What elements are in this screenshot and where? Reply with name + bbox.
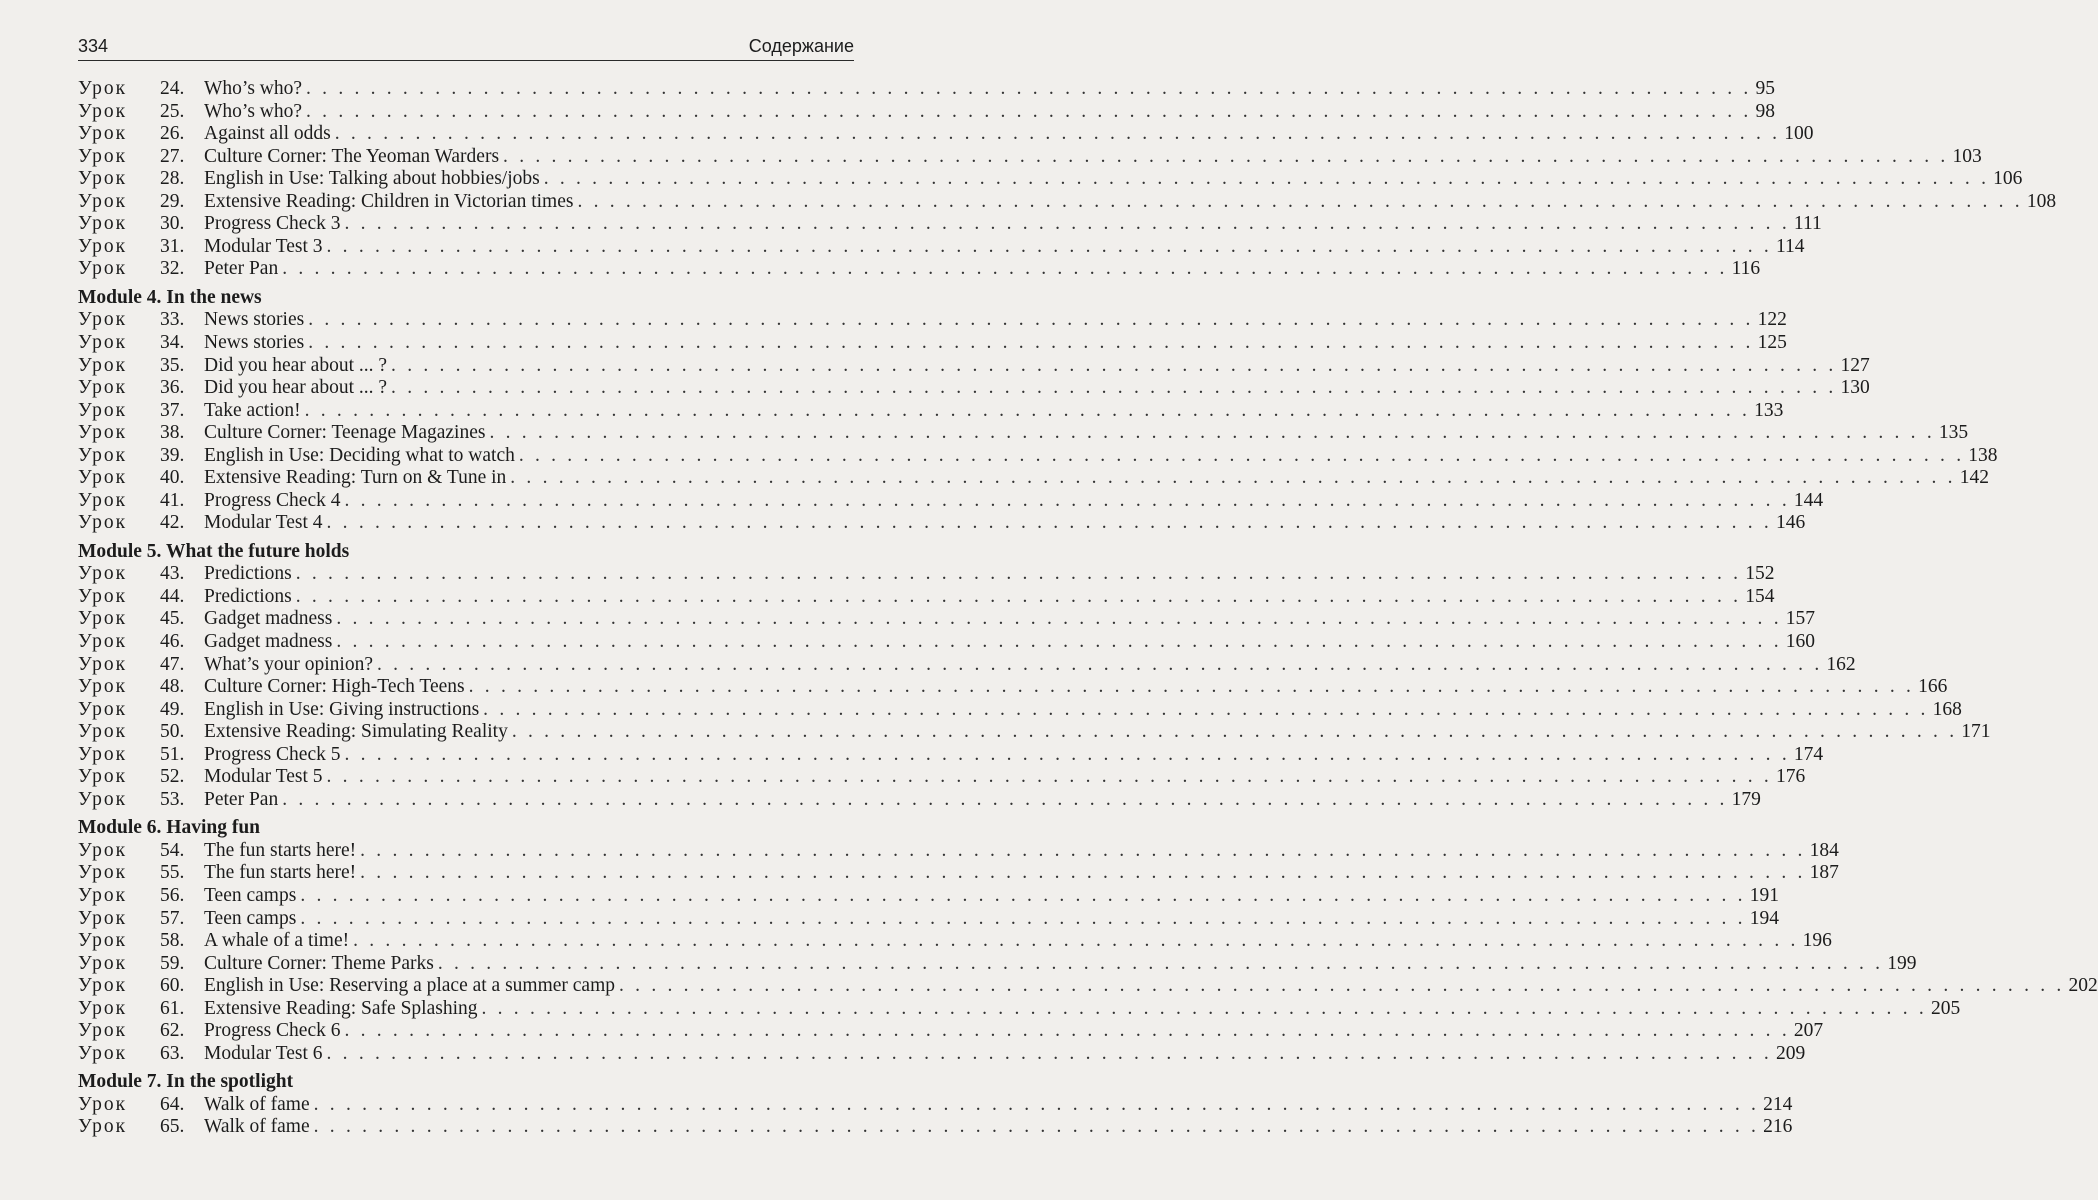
- lesson-title: Teen camps: [204, 907, 297, 929]
- lesson-label: Урок: [78, 743, 128, 765]
- page-ref: 171: [1961, 721, 1991, 743]
- dot-leader: . . . . . . . . . . . . . . . . . . . . . . . . . . . . . . . . . . . . . . . . . . . . . . . . . . . . . . . . . . . . . . . . . . . . . . . . . . . . . . . . . . . . . . . . . .: [295, 585, 1742, 607]
- lesson-label: Урок: [78, 1116, 128, 1138]
- lesson-label: Урок: [78, 631, 128, 653]
- lesson-title: Who’s who?: [204, 78, 303, 99]
- lesson-number: 28.: [160, 168, 185, 190]
- lesson-number: 49.: [160, 698, 185, 720]
- toc-entry: [78, 467, 1989, 490]
- toc-entry: [78, 907, 1779, 931]
- module-heading: Module 6. Having fun: [78, 817, 261, 839]
- lesson-title: English in Use: Deciding what to watch: [204, 444, 515, 466]
- lesson-label: Урок: [78, 839, 128, 861]
- lesson-number: 36.: [160, 377, 185, 399]
- page-ref: 138: [1968, 444, 1998, 466]
- lesson-label: Урок: [78, 377, 128, 399]
- page-ref: 187: [1809, 862, 1839, 884]
- lesson-number: 46.: [160, 631, 185, 653]
- lesson-number: 57.: [160, 907, 185, 929]
- toc-entry: [78, 766, 1806, 789]
- lesson-title: Did you hear about ... ?: [204, 377, 388, 399]
- lesson-number: 39.: [160, 444, 185, 466]
- lesson-number: 44.: [160, 585, 185, 607]
- lesson-number: 38.: [160, 422, 185, 444]
- dot-leader: . . . . . . . . . . . . . . . . . . . . . . . . . . . . . . . . . . . . . . . . . . . . . . . . . . . . . . . . . . . . . . . . . . . . . . . . . . . . . . . . . . . . . . . . . .: [344, 1020, 1790, 1042]
- lesson-title: English in Use: Giving instructions: [204, 698, 480, 720]
- page-ref: 103: [1952, 145, 1982, 167]
- page-ref: 160: [1785, 631, 1816, 653]
- lesson-number: 30.: [160, 213, 185, 235]
- lesson-number: 37.: [160, 399, 185, 421]
- page-ref: 114: [1775, 235, 1805, 257]
- dot-leader: . . . . . . . . . . . . . . . . . . . . . . . . . . . . . . . . . . . . . . . . . . . . . . . . . . . . . . . . . . . . . . . . . . . . . . . . . . . . . . . . . . . . . . . . . .: [336, 608, 1782, 630]
- lesson-title: The fun starts here!: [204, 839, 357, 861]
- lesson-title: Peter Pan: [204, 258, 279, 280]
- dot-leader: . . . . . . . . . . . . . . . . . . . . . . . . . . . . . . . . . . . . . . . . . . . . . . . . . . . . . . . . . . . . . . . . . . . . . . . . . . . . . . . . . . . . . . . . . .: [326, 1042, 1772, 1064]
- dot-leader: . . . . . . . . . . . . . . . . . . . . . . . . . . . . . . . . . . . . . . . . . . . . . . . . . . . . . . . . . . . . . . . . . . . . . . . . . . . . . . . . . . . . . . . . . .: [308, 309, 1754, 331]
- lesson-number: 55.: [160, 862, 185, 884]
- running-title: Содержание: [748, 36, 854, 56]
- lesson-number: 31.: [160, 235, 185, 257]
- page-ref: 174: [1793, 743, 1824, 765]
- lesson-title: English in Use: Reserving a place at a summer camp: [204, 975, 616, 997]
- lesson-number: 50.: [160, 721, 185, 743]
- toc-entry: [78, 839, 1839, 863]
- lesson-number: 27.: [160, 145, 185, 167]
- toc-entry: [78, 354, 1870, 378]
- lesson-number: 32.: [160, 258, 185, 280]
- lesson-title: Culture Corner: Teenage Magazines: [204, 422, 486, 444]
- page-ref: 157: [1785, 608, 1816, 630]
- module-heading: Module 5. What the future holds: [78, 540, 350, 562]
- lesson-title: Extensive Reading: Safe Splashing: [204, 997, 478, 1019]
- lesson-number: 47.: [160, 653, 185, 675]
- lesson-label: Урок: [78, 788, 128, 810]
- dot-leader: . . . . . . . . . . . . . . . . . . . . . . . . . . . . . . . . . . . . . . . . . . . . . . . . . . . . . . . . . . . . . . . . . . . . . . . . . . . . . . . . . . . . . . . . . .: [344, 213, 1790, 235]
- lesson-title: Culture Corner: Theme Parks: [204, 952, 434, 974]
- toc-entry: [78, 444, 1998, 468]
- lesson-title: Extensive Reading: Turn on & Tune in: [204, 467, 507, 489]
- page-ref: 135: [1938, 422, 1969, 444]
- lesson-label: Урок: [78, 145, 128, 167]
- dot-leader: . . . . . . . . . . . . . . . . . . . . . . . . . . . . . . . . . . . . . . . . . . . . . . . . . . . . . . . . . . . . . . . . . . . . . . . . . . . . . . . . . . . . . . . . . .: [518, 444, 1965, 466]
- lesson-label: Урок: [78, 213, 128, 235]
- lesson-label: Урок: [78, 190, 128, 212]
- dot-leader: . . . . . . . . . . . . . . . . . . . . . . . . . . . . . . . . . . . . . . . . . . . . . . . . . . . . . . . . . . . . . . . . . . . . . . . . . . . . . . . . . . . . . . . . . .: [326, 766, 1772, 788]
- dot-leader: . . . . . . . . . . . . . . . . . . . . . . . . . . . . . . . . . . . . . . . . . . . . . . . . . . . . . . . . . . . . . . . . . . . . . . . . . . . . . . . . . . . . . . . . . .: [543, 168, 1990, 190]
- toc-entry: [78, 952, 1917, 976]
- dot-leader: . . . . . . . . . . . . . . . . . . . . . . . . . . . . . . . . . . . . . . . . . . . . . . . . . . . . . . . . . . . . . . . . . . . . . . . . . . . . . . . . . . . . . . . . . .: [437, 952, 1884, 974]
- dot-leader: . . . . . . . . . . . . . . . . . . . . . . . . . . . . . . . . . . . . . . . . . . . . . . . . . . . . . . . . . . . . . . . . . . . . . . . . . . . . . . . . . . . . . . . . . .: [313, 1116, 1760, 1138]
- lesson-label: Урок: [78, 676, 128, 698]
- lesson-title: Predictions: [204, 585, 292, 607]
- toc-entry: [78, 258, 1761, 281]
- dot-leader: . . . . . . . . . . . . . . . . . . . . . . . . . . . . . . . . . . . . . . . . . . . . . . . . . . . . . . . . . . . . . . . . . . . . . . . . . . . . . . . . . . . . . . . . . .: [483, 698, 1929, 720]
- page-ref: 209: [1775, 1042, 1806, 1064]
- lesson-label: Урок: [78, 721, 128, 743]
- dot-leader: . . . . . . . . . . . . . . . . . . . . . . . . . . . . . . . . . . . . . . . . . . . . . . . . . . . . . . . . . . . . . . . . . . . . . . . . . . . . . . . . . . . . . . . . . .: [282, 788, 1728, 810]
- page-ref: 214: [1763, 1093, 1793, 1115]
- page-ref: 111: [1793, 213, 1822, 235]
- lesson-label: Урок: [78, 907, 128, 929]
- lesson-title: Peter Pan: [204, 788, 279, 810]
- toc-entry: [78, 331, 1787, 355]
- lesson-title: Culture Corner: The Yeoman Warders: [204, 145, 500, 167]
- toc-entry: [78, 399, 1784, 423]
- toc-entry: [78, 213, 1822, 236]
- dot-leader: . . . . . . . . . . . . . . . . . . . . . . . . . . . . . . . . . . . . . . . . . . . . . . . . . . . . . . . . . . . . . . . . . . . . . . . . . . . . . . . . . . . . . . . . . .: [306, 78, 1752, 99]
- lesson-number: 41.: [160, 489, 185, 511]
- page-ref: 144: [1793, 489, 1824, 511]
- lesson-title: Progress Check 6: [204, 1020, 341, 1042]
- toc-entry: [78, 145, 1982, 169]
- dot-leader: . . . . . . . . . . . . . . . . . . . . . . . . . . . . . . . . . . . . . . . . . . . . . . . . . . . . . . . . . . . . . . . . . . . . . . . . . . . . . . . . . . . . . . . . . .: [510, 467, 1956, 489]
- lesson-title: Take action!: [204, 399, 301, 421]
- lesson-label: Урок: [78, 653, 128, 675]
- toc-entry: [78, 100, 1775, 124]
- lesson-title: What’s your opinion?: [204, 653, 373, 675]
- lesson-title: Modular Test 3: [204, 235, 323, 257]
- page-ref: 106: [1993, 168, 2023, 190]
- lesson-number: 61.: [160, 997, 185, 1019]
- lesson-label: Урок: [78, 168, 128, 190]
- toc-entry: [78, 885, 1779, 908]
- toc-entry: [78, 78, 1775, 101]
- page-ref: 116: [1731, 258, 1761, 280]
- toc-entry: [78, 1116, 1793, 1139]
- toc-entry: [78, 377, 1870, 400]
- lesson-title: Gadget madness: [204, 631, 333, 653]
- page-ref: 216: [1763, 1116, 1793, 1138]
- dot-leader: . . . . . . . . . . . . . . . . . . . . . . . . . . . . . . . . . . . . . . . . . . . . . . . . . . . . . . . . . . . . . . . . . . . . . . . . . . . . . . . . . . . . . . . . . .: [391, 354, 1837, 376]
- lesson-number: 35.: [160, 354, 185, 376]
- lesson-title: A whale of a time!: [204, 930, 350, 952]
- lesson-label: Урок: [78, 467, 128, 489]
- lesson-label: Урок: [78, 489, 128, 511]
- lesson-label: Урок: [78, 444, 128, 466]
- dot-leader: . . . . . . . . . . . . . . . . . . . . . . . . . . . . . . . . . . . . . . . . . . . . . . . . . . . . . . . . . . . . . . . . . . . . . . . . . . . . . . . . . . . . . . . . . .: [334, 123, 1781, 145]
- toc-entry: [78, 676, 1948, 699]
- page-ref: 176: [1775, 766, 1806, 788]
- toc-entry: [78, 422, 1969, 445]
- lesson-title: Progress Check 4: [204, 489, 341, 511]
- lesson-label: Урок: [78, 952, 128, 974]
- toc-entry: [78, 975, 2098, 998]
- page-ref: 194: [1749, 907, 1779, 929]
- toc-entry: [78, 190, 2057, 214]
- page-ref: 95: [1755, 78, 1775, 99]
- toc-entry: [78, 123, 1814, 146]
- lesson-number: 60.: [160, 975, 185, 997]
- lesson-label: Урок: [78, 399, 128, 421]
- lesson-number: 42.: [160, 512, 185, 534]
- dot-leader: . . . . . . . . . . . . . . . . . . . . . . . . . . . . . . . . . . . . . . . . . . . . . . . . . . . . . . . . . . . . . . . . . . . . . . . . . . . . . . . . . . . . . . . . . .: [300, 885, 1746, 906]
- toc-entry: [78, 608, 1816, 631]
- lesson-title: Gadget madness: [204, 608, 333, 630]
- lesson-label: Урок: [78, 331, 128, 353]
- page-ref: 98: [1755, 100, 1775, 122]
- lesson-title: The fun starts here!: [204, 862, 357, 884]
- lesson-label: Урок: [78, 309, 128, 331]
- lesson-label: Урок: [78, 930, 128, 952]
- page-ref: 199: [1887, 952, 1917, 974]
- lesson-title: News stories: [204, 309, 305, 331]
- page-ref: 202: [2068, 975, 2098, 997]
- lesson-title: Extensive Reading: Children in Victorian times: [204, 190, 574, 212]
- lesson-number: 25.: [160, 100, 185, 122]
- page-ref: 130: [1840, 377, 1870, 399]
- dot-leader: . . . . . . . . . . . . . . . . . . . . . . . . . . . . . . . . . . . . . . . . . . . . . . . . . . . . . . . . . . . . . . . . . . . . . . . . . . . . . . . . . . . . . . . . . .: [326, 235, 1772, 257]
- lesson-number: 40.: [160, 467, 185, 489]
- toc-entry: [78, 743, 1824, 767]
- page-header: [78, 30, 854, 61]
- toc-entry: [78, 1020, 1824, 1043]
- lesson-title: Predictions: [204, 563, 292, 585]
- module-heading: Module 4. In the news: [78, 286, 262, 308]
- lesson-title: Who’s who?: [204, 100, 303, 122]
- lesson-label: Урок: [78, 123, 128, 145]
- page-ref: 191: [1749, 885, 1779, 906]
- lesson-title: Walk of fame: [204, 1116, 310, 1138]
- lesson-title: Progress Check 3: [204, 213, 341, 235]
- dot-leader: . . . . . . . . . . . . . . . . . . . . . . . . . . . . . . . . . . . . . . . . . . . . . . . . . . . . . . . . . . . . . . . . . . . . . . . . . . . . . . . . . . . . . . . . . .: [336, 631, 1782, 653]
- lesson-number: 26.: [160, 123, 185, 145]
- page-ref: 166: [1918, 676, 1948, 698]
- lesson-label: Урок: [78, 1042, 128, 1064]
- lesson-title: Modular Test 5: [204, 766, 323, 788]
- lesson-label: Урок: [78, 512, 128, 534]
- lesson-number: 53.: [160, 788, 185, 810]
- lesson-title: Teen camps: [204, 885, 297, 906]
- toc-entry: [78, 1093, 1793, 1117]
- lesson-number: 52.: [160, 766, 185, 788]
- dot-leader: . . . . . . . . . . . . . . . . . . . . . . . . . . . . . . . . . . . . . . . . . . . . . . . . . . . . . . . . . . . . . . . . . . . . . . . . . . . . . . . . . . . . . . . . . .: [326, 512, 1772, 534]
- toc-entry: [78, 1042, 1806, 1066]
- lesson-label: Урок: [78, 354, 128, 376]
- lesson-number: 63.: [160, 1042, 185, 1064]
- toc-entry: [78, 997, 1961, 1021]
- lesson-title: Walk of fame: [204, 1093, 310, 1115]
- lesson-label: Урок: [78, 235, 128, 257]
- module-heading: Module 7. In the spotlight: [78, 1071, 294, 1093]
- lesson-title: Modular Test 6: [204, 1042, 323, 1064]
- toc-entry: [78, 168, 2023, 191]
- page-ref: 179: [1731, 788, 1761, 810]
- lesson-label: Урок: [78, 422, 128, 444]
- dot-leader: . . . . . . . . . . . . . . . . . . . . . . . . . . . . . . . . . . . . . . . . . . . . . . . . . . . . . . . . . . . . . . . . . . . . . . . . . . . . . . . . . . . . . . . . . .: [344, 743, 1790, 765]
- toc-entry: [78, 235, 1805, 259]
- lesson-label: Урок: [78, 1020, 128, 1042]
- lesson-title: Did you hear about ... ?: [204, 354, 388, 376]
- dot-leader: . . . . . . . . . . . . . . . . . . . . . . . . . . . . . . . . . . . . . . . . . . . . . . . . . . . . . . . . . . . . . . . . . . . . . . . . . . . . . . . . . . . . . . . . . .: [391, 377, 1837, 399]
- lesson-label: Урок: [78, 1093, 128, 1115]
- toc-entry: [78, 698, 1962, 722]
- lesson-label: Урок: [78, 698, 128, 720]
- lesson-number: 24.: [160, 78, 185, 99]
- lesson-label: Урок: [78, 78, 128, 99]
- toc-entry: [78, 653, 1856, 677]
- lesson-label: Урок: [78, 862, 128, 884]
- page-ref: 100: [1784, 123, 1814, 145]
- lesson-title: English in Use: Talking about hobbies/jobs: [204, 168, 540, 190]
- lesson-number: 43.: [160, 563, 185, 585]
- lesson-number: 48.: [160, 676, 185, 698]
- lesson-label: Урок: [78, 975, 128, 997]
- lesson-number: 34.: [160, 331, 185, 353]
- lesson-label: Урок: [78, 766, 128, 788]
- lesson-label: Урок: [78, 608, 128, 630]
- toc-entry: [78, 788, 1761, 812]
- page-ref: 168: [1932, 698, 1962, 720]
- page-ref: 196: [1802, 930, 1832, 952]
- page-ref: 184: [1809, 839, 1839, 861]
- lesson-title: Modular Test 4: [204, 512, 323, 534]
- page-ref: 125: [1757, 331, 1787, 353]
- toc-entry: [78, 930, 1832, 953]
- toc-entry: [78, 309, 1787, 332]
- lesson-number: 56.: [160, 885, 185, 906]
- dot-leader: . . . . . . . . . . . . . . . . . . . . . . . . . . . . . . . . . . . . . . . . . . . . . . . . . . . . . . . . . . . . . . . . . . . . . . . . . . . . . . . . . . . . . . . . . .: [344, 489, 1790, 511]
- page-ref: 154: [1745, 585, 1775, 607]
- lesson-title: Culture Corner: High-Tech Teens: [204, 676, 465, 698]
- lesson-label: Урок: [78, 885, 128, 906]
- lesson-number: 54.: [160, 839, 185, 861]
- table-of-contents: [78, 78, 2098, 1139]
- dot-leader: . . . . . . . . . . . . . . . . . . . . . . . . . . . . . . . . . . . . . . . . . . . . . . . . . . . . . . . . . . . . . . . . . . . . . . . . . . . . . . . . . . . . . . . . . .: [306, 100, 1752, 122]
- page-ref: 207: [1793, 1020, 1824, 1042]
- dot-leader: . . . . . . . . . . . . . . . . . . . . . . . . . . . . . . . . . . . . . . . . . . . . . . . . . . . . . . . . . . . . . . . . . . . . . . . . . . . . . . . . . . . . . . . . . .: [295, 563, 1742, 585]
- lesson-number: 51.: [160, 743, 185, 765]
- lesson-title: Progress Check 5: [204, 743, 341, 765]
- dot-leader: . . . . . . . . . . . . . . . . . . . . . . . . . . . . . . . . . . . . . . . . . . . . . . . . . . . . . . . . . . . . . . . . . . . . . . . . . . . . . . . . . . . . . . . . . .: [360, 839, 1806, 861]
- toc-entry: [78, 862, 1839, 885]
- lesson-title: News stories: [204, 331, 305, 353]
- dot-leader: . . . . . . . . . . . . . . . . . . . . . . . . . . . . . . . . . . . . . . . . . . . . . . . . . . . . . . . . . . . . . . . . . . . . . . . . . . . . . . . . . . . . . . . . . .: [282, 258, 1728, 280]
- dot-leader: . . . . . . . . . . . . . . . . . . . . . . . . . . . . . . . . . . . . . . . . . . . . . . . . . . . . . . . . . . . . . . . . . . . . . . . . . . . . . . . . . . . . . . . . . .: [308, 331, 1754, 353]
- lesson-number: 62.: [160, 1020, 185, 1042]
- lesson-number: 29.: [160, 190, 185, 212]
- page-ref: 162: [1826, 653, 1856, 675]
- dot-leader: . . . . . . . . . . . . . . . . . . . . . . . . . . . . . . . . . . . . . . . . . . . . . . . . . . . . . . . . . . . . . . . . . . . . . . . . . . . . . . . . . . . . . . . . . .: [304, 399, 1751, 421]
- dot-leader: . . . . . . . . . . . . . . . . . . . . . . . . . . . . . . . . . . . . . . . . . . . . . . . . . . . . . . . . . . . . . . . . . . . . . . . . . . . . . . . . . . . . . . . . . .: [511, 721, 1958, 743]
- dot-leader: . . . . . . . . . . . . . . . . . . . . . . . . . . . . . . . . . . . . . . . . . . . . . . . . . . . . . . . . . . . . . . . . . . . . . . . . . . . . . . . . . . . . . . . . . .: [360, 862, 1806, 884]
- lesson-number: 33.: [160, 309, 185, 331]
- page-ref: 108: [2026, 190, 2057, 212]
- lesson-number: 58.: [160, 930, 185, 952]
- lesson-number: 59.: [160, 952, 185, 974]
- page-ref: 142: [1959, 467, 1989, 489]
- lesson-label: Урок: [78, 997, 128, 1019]
- toc-entry: [78, 512, 1806, 535]
- page-ref: 127: [1840, 354, 1870, 376]
- page-ref: 205: [1930, 997, 1961, 1019]
- lesson-number: 45.: [160, 608, 185, 630]
- page-ref: 152: [1745, 563, 1775, 585]
- toc-entry: [78, 721, 1991, 744]
- toc-entry: [78, 631, 1816, 654]
- dot-leader: . . . . . . . . . . . . . . . . . . . . . . . . . . . . . . . . . . . . . . . . . . . . . . . . . . . . . . . . . . . . . . . . . . . . . . . . . . . . . . . . . . . . . . . . . .: [577, 190, 2023, 212]
- lesson-title: Extensive Reading: Simulating Reality: [204, 721, 508, 743]
- toc-entry: [78, 489, 1824, 513]
- page-ref: 133: [1754, 399, 1784, 421]
- lesson-number: 64.: [160, 1093, 185, 1115]
- page-ref: 146: [1775, 512, 1806, 534]
- lesson-title: Against all odds: [204, 123, 331, 145]
- dot-leader: . . . . . . . . . . . . . . . . . . . . . . . . . . . . . . . . . . . . . . . . . . . . . . . . . . . . . . . . . . . . . . . . . . . . . . . . . . . . . . . . . . . . . . . . . .: [619, 975, 2065, 997]
- dot-leader: . . . . . . . . . . . . . . . . . . . . . . . . . . . . . . . . . . . . . . . . . . . . . . . . . . . . . . . . . . . . . . . . . . . . . . . . . . . . . . . . . . . . . . . . . .: [353, 930, 1799, 952]
- dot-leader: . . . . . . . . . . . . . . . . . . . . . . . . . . . . . . . . . . . . . . . . . . . . . . . . . . . . . . . . . . . . . . . . . . . . . . . . . . . . . . . . . . . . . . . . . .: [481, 997, 1927, 1019]
- lesson-label: Урок: [78, 585, 128, 607]
- page-number: 334: [78, 36, 109, 56]
- dot-leader: . . . . . . . . . . . . . . . . . . . . . . . . . . . . . . . . . . . . . . . . . . . . . . . . . . . . . . . . . . . . . . . . . . . . . . . . . . . . . . . . . . . . . . . . . .: [503, 145, 1949, 167]
- dot-leader: . . . . . . . . . . . . . . . . . . . . . . . . . . . . . . . . . . . . . . . . . . . . . . . . . . . . . . . . . . . . . . . . . . . . . . . . . . . . . . . . . . . . . . . . . .: [468, 676, 1915, 698]
- dot-leader: . . . . . . . . . . . . . . . . . . . . . . . . . . . . . . . . . . . . . . . . . . . . . . . . . . . . . . . . . . . . . . . . . . . . . . . . . . . . . . . . . . . . . . . . . .: [376, 653, 1823, 675]
- dot-leader: . . . . . . . . . . . . . . . . . . . . . . . . . . . . . . . . . . . . . . . . . . . . . . . . . . . . . . . . . . . . . . . . . . . . . . . . . . . . . . . . . . . . . . . . . .: [300, 907, 1746, 929]
- lesson-label: Урок: [78, 258, 128, 280]
- lesson-number: 65.: [160, 1116, 185, 1138]
- dot-leader: . . . . . . . . . . . . . . . . . . . . . . . . . . . . . . . . . . . . . . . . . . . . . . . . . . . . . . . . . . . . . . . . . . . . . . . . . . . . . . . . . . . . . . . . . .: [313, 1093, 1760, 1115]
- toc-entry: [78, 585, 1775, 609]
- lesson-label: Урок: [78, 563, 128, 585]
- toc-entry: [78, 563, 1775, 586]
- page-ref: 122: [1757, 309, 1787, 331]
- lesson-label: Урок: [78, 100, 128, 122]
- dot-leader: . . . . . . . . . . . . . . . . . . . . . . . . . . . . . . . . . . . . . . . . . . . . . . . . . . . . . . . . . . . . . . . . . . . . . . . . . . . . . . . . . . . . . . . . . .: [489, 422, 1935, 444]
